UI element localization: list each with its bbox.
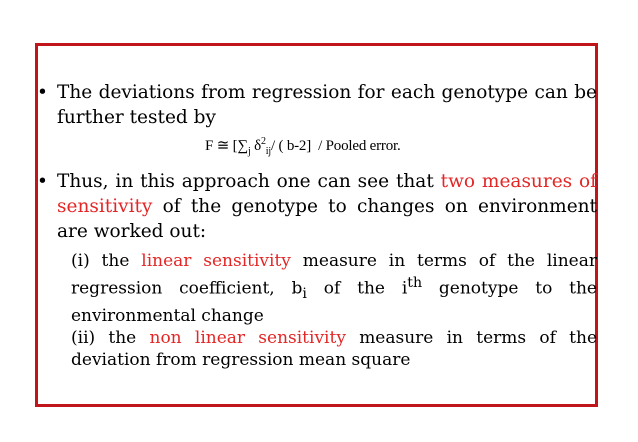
highlight-linear-sensitivity: linear sensitivity bbox=[141, 251, 291, 271]
item-text-a: measure in terms of the linear regression coefficient, b bbox=[71, 251, 597, 299]
item-text-b: of the i bbox=[306, 278, 408, 299]
formula-denominator: / ( b-2] bbox=[270, 138, 312, 154]
highlight-nonlinear-sensitivity: non linear sensitivity bbox=[149, 328, 346, 349]
highlight-two-measures: two measures of sensitivity bbox=[57, 171, 597, 217]
item-prefix: (ii) the bbox=[71, 328, 150, 349]
i-superscript: th bbox=[407, 275, 423, 291]
bullet-approach bbox=[37, 169, 597, 244]
formula-delta-index: ij bbox=[265, 146, 271, 157]
formula-f-test bbox=[205, 136, 597, 157]
list-item-linear bbox=[71, 250, 597, 327]
slide-content bbox=[37, 80, 597, 371]
bullet-marker: • bbox=[37, 171, 48, 192]
list-item-nonlinear bbox=[71, 327, 597, 371]
formula-delta: δ bbox=[254, 138, 261, 154]
formula-sum-index: j bbox=[247, 146, 251, 157]
bullet-deviations bbox=[37, 80, 597, 130]
formula-delta-power: 2 bbox=[260, 136, 266, 147]
item-prefix: (i) the bbox=[71, 251, 142, 271]
item-text-c: genotype to the environmental change bbox=[71, 278, 597, 327]
formula-lhs: F bbox=[205, 138, 214, 154]
bullet-marker: • bbox=[37, 82, 48, 103]
bullet-text: The deviations from regression for each genotype can be further tested by bbox=[57, 82, 597, 128]
formula-approx: ≅ bbox=[216, 138, 230, 154]
formula-tail: / Pooled error. bbox=[318, 138, 401, 154]
formula-sum: [∑ bbox=[232, 138, 248, 154]
b-subscript: i bbox=[302, 286, 307, 303]
bullet-text-a: Thus, in this approach one can see that bbox=[57, 171, 441, 192]
item-text-a: measure in terms of the deviation from regression mean square bbox=[71, 328, 598, 371]
bullet-text-b: of the genotype to changes on environment are worked out: bbox=[57, 196, 597, 242]
